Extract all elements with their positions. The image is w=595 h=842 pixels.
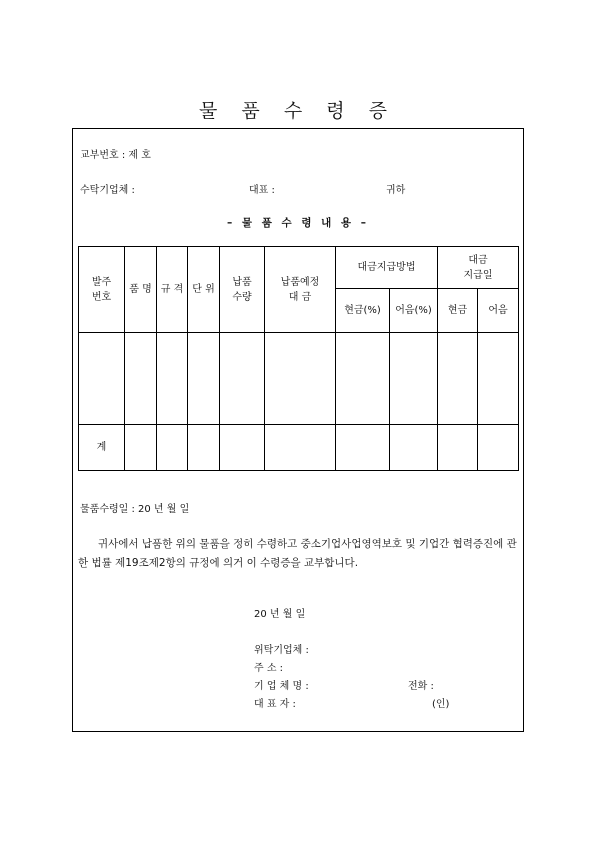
order-number-header: 발주 번호: [79, 247, 125, 333]
bill-pct-cell[interactable]: [390, 333, 438, 425]
total-cell[interactable]: [125, 425, 157, 471]
item-name-cell[interactable]: [125, 333, 157, 425]
buyer-company-label: 수탁기업체 :: [80, 185, 135, 196]
total-cell[interactable]: [220, 425, 265, 471]
statement-paragraph: 귀사에서 납품한 위의 물품을 정히 수령하고 중소기업사업영역보호 및 기업간 협력증진에 관한 법률 제19조제2항의 규정에 의거 이 수령증을 교부합니다.: [78, 538, 517, 569]
total-row: [79, 425, 519, 471]
bill-pct-header: 어음(%): [390, 289, 438, 333]
total-cell[interactable]: [478, 425, 519, 471]
table-row: [79, 333, 519, 425]
sign-date-label: 20 년 월 일: [254, 609, 306, 620]
address-label: 주 소 :: [254, 663, 284, 674]
spec-cell[interactable]: [157, 333, 188, 425]
payment-method-header: 대금지급방법: [336, 247, 438, 289]
company-name-label: 기 업 체 명 :: [254, 681, 309, 692]
phone-label: 전화 :: [408, 681, 434, 692]
issue-number-label: 교부번호 : 제 호: [80, 150, 151, 161]
payment-date-header: 대금 지급일: [438, 247, 519, 289]
spec-header: 규 격: [157, 247, 188, 333]
unit-cell[interactable]: [188, 333, 220, 425]
total-cell[interactable]: [157, 425, 188, 471]
total-cell[interactable]: [336, 425, 390, 471]
receipt-table: [78, 246, 519, 471]
ceo-label: 대 표 자 :: [254, 699, 296, 710]
document-title: 물 품 수 령 증: [199, 100, 396, 122]
order-number-cell[interactable]: [79, 333, 125, 425]
total-cell[interactable]: [438, 425, 478, 471]
consignor-label: 위탁기업체 :: [254, 645, 309, 656]
cash-pct-header: 현금(%): [336, 289, 390, 333]
delivered-qty-cell[interactable]: [220, 333, 265, 425]
expected-amount-header: 납품예정 대 금: [265, 247, 336, 333]
bill-header: 어음: [478, 289, 519, 333]
total-cell[interactable]: [188, 425, 220, 471]
honorific-label: 귀하: [386, 185, 406, 196]
total-label: 계: [79, 425, 125, 471]
cash-cell[interactable]: [438, 333, 478, 425]
total-cell[interactable]: [265, 425, 336, 471]
section-title: – 물 품 수 령 내 용 –: [227, 217, 369, 229]
total-cell[interactable]: [390, 425, 438, 471]
cash-header: 현금: [438, 289, 478, 333]
expected-amount-cell[interactable]: [265, 333, 336, 425]
unit-header: 단 위: [188, 247, 220, 333]
item-name-header: 품 명: [125, 247, 157, 333]
representative-label: 대표 :: [249, 185, 275, 196]
bill-cell[interactable]: [478, 333, 519, 425]
cash-pct-cell[interactable]: [336, 333, 390, 425]
seal-mark: (인): [432, 699, 450, 710]
delivered-qty-header: 납품 수량: [220, 247, 265, 333]
receipt-date-label: 물품수령일 : 20 년 월 일: [80, 504, 190, 515]
